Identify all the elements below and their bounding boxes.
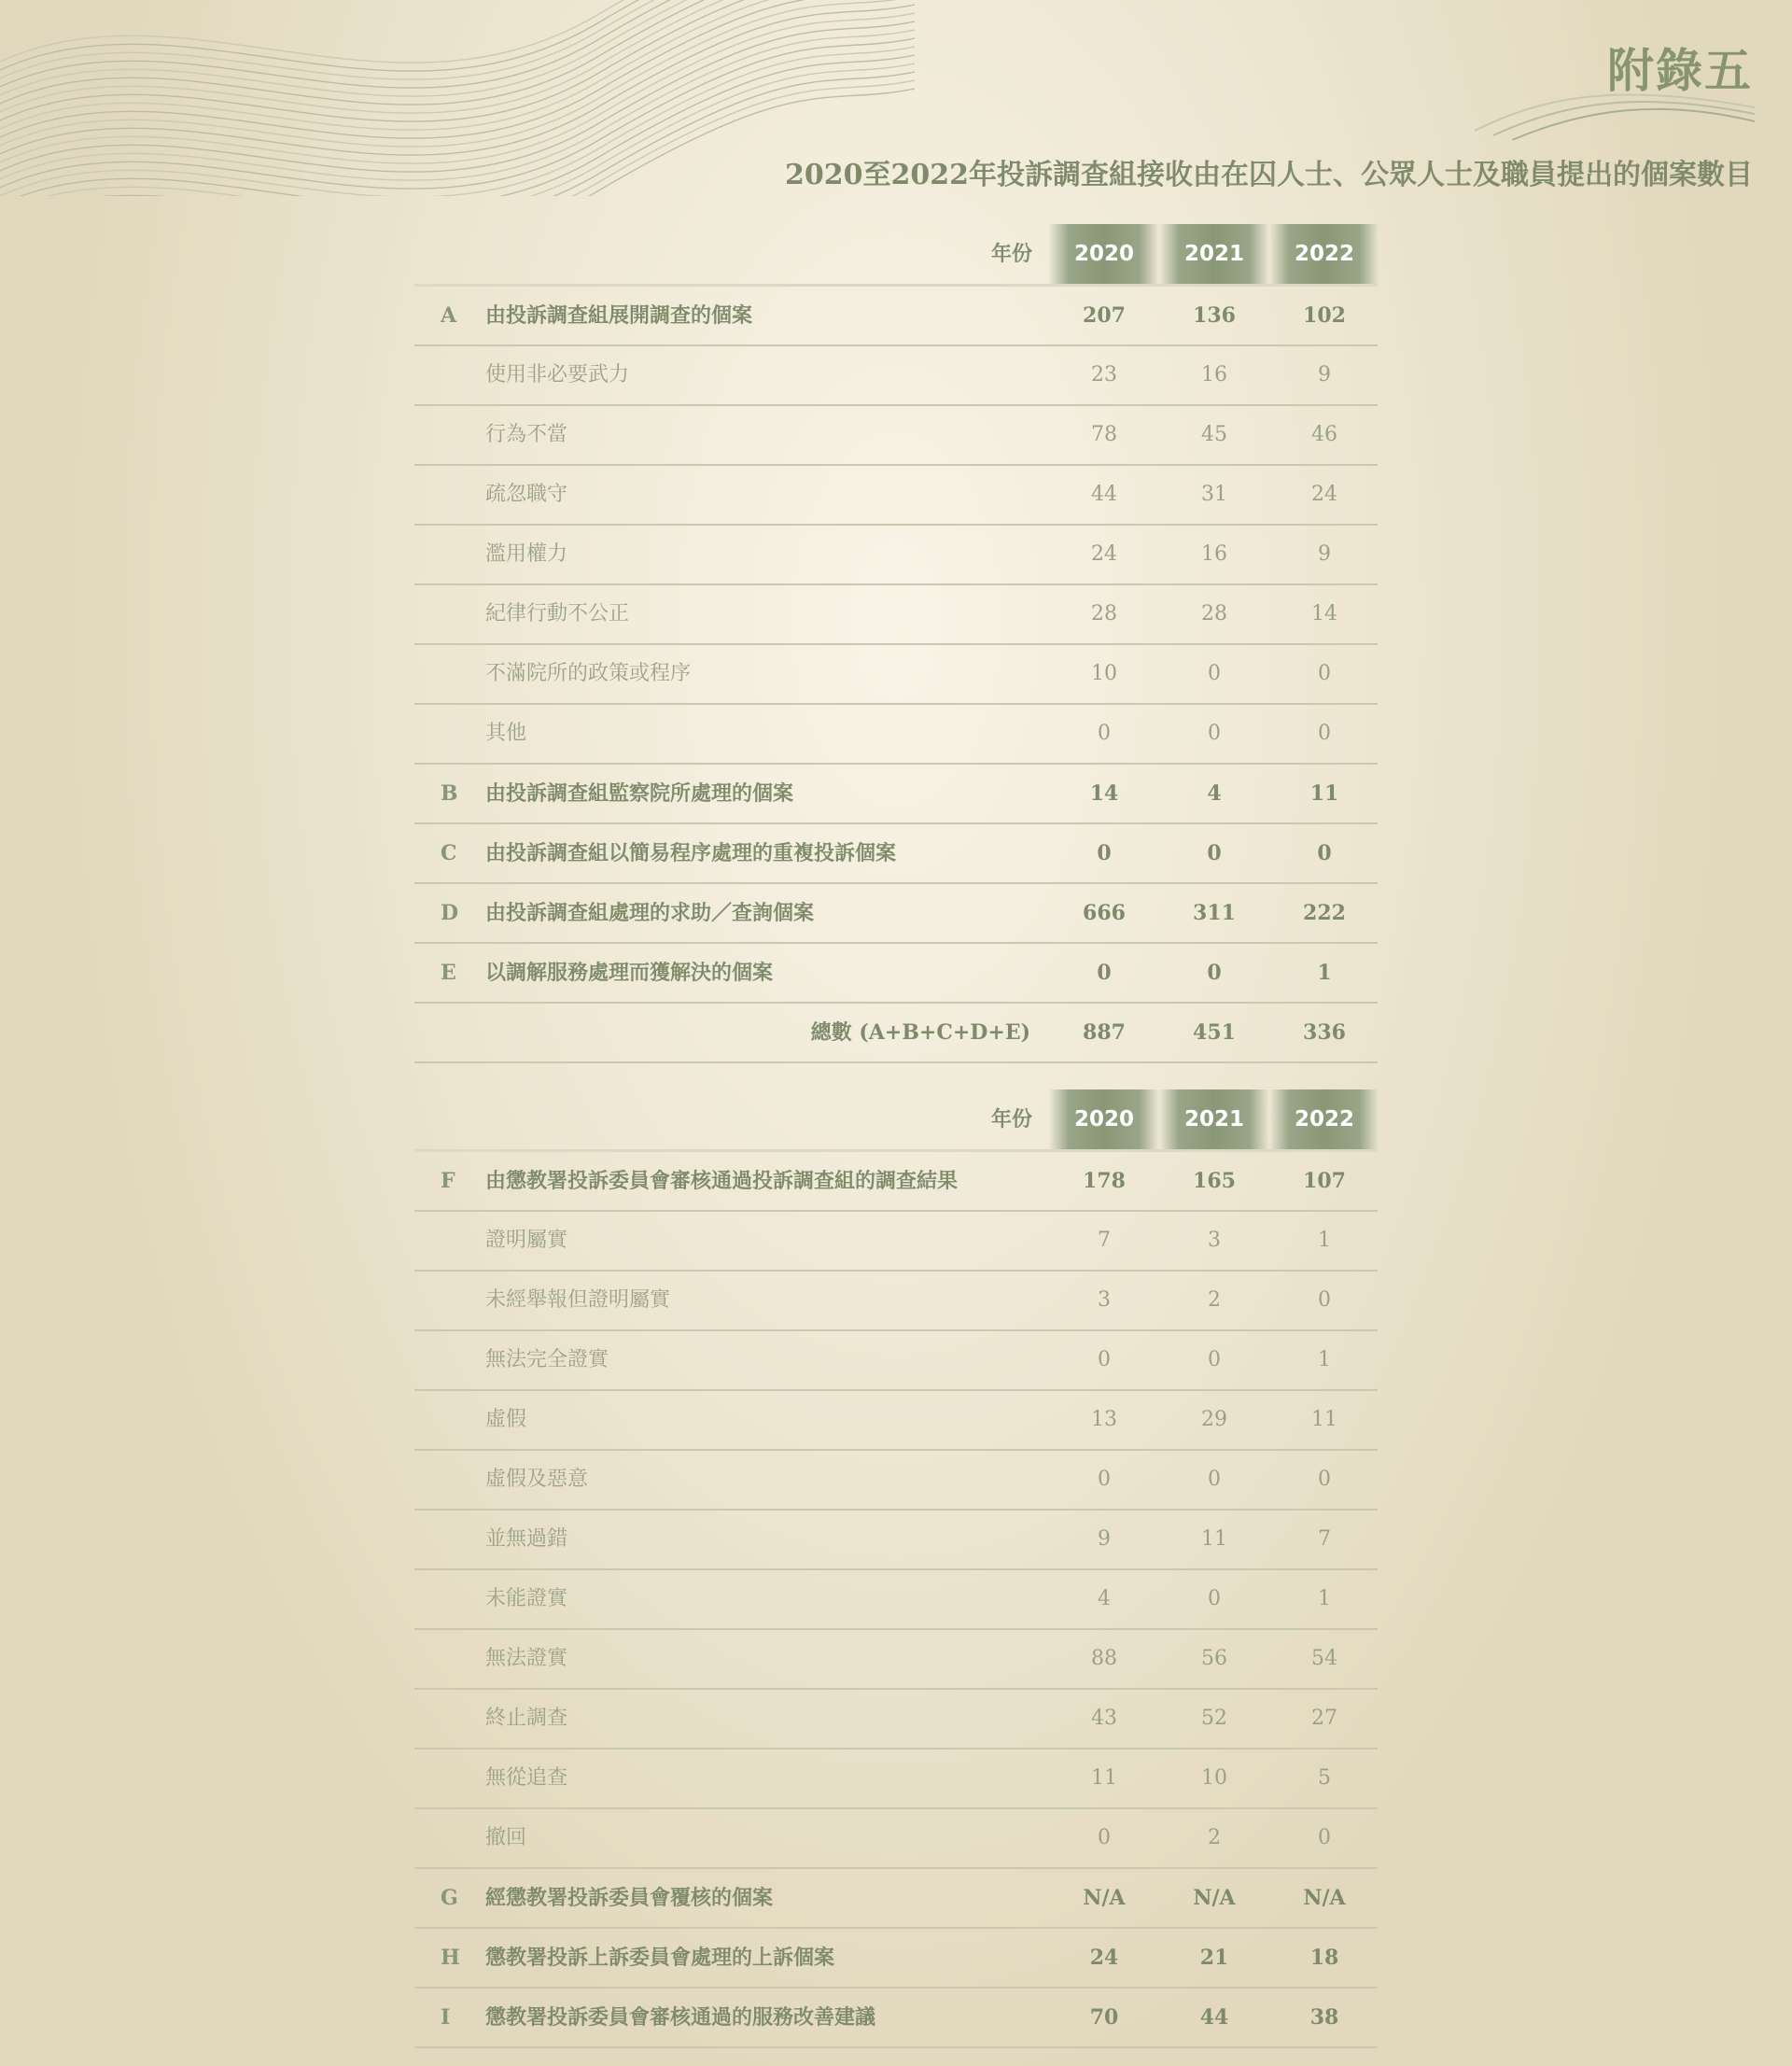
row-label: 並無過錯 (485, 1527, 568, 1551)
row-letter (441, 1809, 463, 1867)
row-letter (441, 705, 463, 763)
row-label: 未經舉報但證明屬實 (485, 1288, 671, 1312)
table-row (414, 1750, 1378, 1809)
table-row (414, 1809, 1378, 1869)
value-2020: 3 (1098, 1288, 1111, 1312)
table-header (414, 1089, 1378, 1152)
row-letter (441, 1570, 463, 1628)
row-label: 經懲教署投訴委員會覆核的個案 (485, 1886, 774, 1910)
value-2022: 0 (1318, 1468, 1331, 1491)
value-2022: 18 (1309, 1946, 1339, 1970)
table-row (414, 1391, 1378, 1451)
row-letter (441, 1391, 463, 1449)
value-2020: 11 (1091, 1766, 1117, 1790)
wave-line (0, 63, 915, 196)
value-2020: 666 (1083, 901, 1126, 925)
row-label: 濫用權力 (485, 542, 568, 566)
value-2022: 1 (1317, 961, 1332, 985)
row-label: 虛假及惡意 (485, 1468, 589, 1491)
value-2021: 2 (1208, 1826, 1221, 1849)
value-2020: 24 (1091, 542, 1117, 566)
row-letter (441, 526, 463, 583)
value-2022: 27 (1311, 1707, 1337, 1730)
table-row (414, 645, 1378, 705)
value-2020: 0 (1097, 961, 1112, 985)
value-2022: 9 (1318, 542, 1331, 566)
row-letter: H (441, 1946, 460, 1970)
value-2022: N/A (1303, 1886, 1346, 1910)
total-2022: 336 (1303, 1020, 1346, 1045)
value-2021: 10 (1201, 1766, 1227, 1790)
row-label: 由投訴調查組展開調查的個案 (485, 303, 753, 328)
appendix-label: 附錄五 (1607, 43, 1753, 98)
value-2021: 29 (1201, 1408, 1227, 1431)
value-2021: 56 (1201, 1647, 1227, 1670)
value-2022: 0 (1318, 1826, 1331, 1849)
row-letter (441, 1690, 463, 1748)
row-label: 未能證實 (485, 1587, 568, 1610)
value-2021: 4 (1207, 781, 1222, 806)
value-2020: 23 (1091, 363, 1117, 386)
value-2022: 222 (1303, 901, 1346, 925)
value-2021: 16 (1201, 542, 1227, 566)
value-2021: 0 (1208, 722, 1221, 745)
total-label: 總數 (A+B+C+D+E) (810, 1020, 1030, 1045)
total-row (414, 1004, 1378, 1063)
row-label: 撤回 (485, 1826, 527, 1849)
value-2021: 2 (1208, 1288, 1221, 1312)
value-2022: 0 (1318, 662, 1331, 685)
table-row (414, 287, 1378, 346)
value-2020: 70 (1089, 2005, 1119, 2030)
value-2020: 0 (1098, 1468, 1111, 1491)
row-label: 由投訴調查組以簡易程序處理的重複投訴個案 (485, 841, 897, 865)
table-row (414, 705, 1378, 765)
table-row (414, 1630, 1378, 1690)
value-2022: 11 (1311, 1408, 1337, 1431)
row-label: 懲教署投訴上訴委員會處理的上訴個案 (485, 1946, 835, 1970)
value-2021: 0 (1208, 662, 1221, 685)
complaints-received-table (414, 224, 1378, 1063)
row-letter (441, 1331, 463, 1389)
year-2021-header: 2021 (1159, 1089, 1269, 1149)
row-letter (441, 1511, 463, 1568)
value-2021: 0 (1208, 1468, 1221, 1491)
table-row (414, 1152, 1378, 1212)
value-2021: 311 (1193, 901, 1236, 925)
value-2020: 0 (1098, 1348, 1111, 1371)
row-letter (441, 346, 463, 404)
table-row (414, 1331, 1378, 1391)
value-2020: 78 (1091, 423, 1117, 446)
wave-line (0, 89, 915, 196)
value-2022: 38 (1309, 2005, 1339, 2030)
value-2020: 24 (1089, 1946, 1119, 1970)
value-2020: 28 (1091, 602, 1117, 625)
table-row (414, 1690, 1378, 1750)
table-row (414, 406, 1378, 466)
value-2021: N/A (1193, 1886, 1236, 1910)
value-2020: 14 (1089, 781, 1119, 806)
table-row (414, 526, 1378, 585)
table-row (414, 1212, 1378, 1272)
value-2021: 0 (1207, 841, 1222, 865)
value-2021: 3 (1208, 1229, 1221, 1252)
row-label: 終止調查 (485, 1707, 568, 1730)
table-row (414, 466, 1378, 526)
table-row (414, 1989, 1378, 2048)
row-letter: C (441, 841, 457, 865)
row-label: 由懲教署投訴委員會審核通過投訴調查組的調查結果 (485, 1169, 959, 1193)
row-label: 虛假 (485, 1408, 527, 1431)
row-letter (441, 1212, 463, 1270)
row-label: 無法完全證實 (485, 1348, 609, 1371)
table-row (414, 1511, 1378, 1570)
table-row (414, 585, 1378, 645)
row-label: 使用非必要武力 (485, 363, 630, 386)
row-letter (441, 1630, 463, 1688)
value-2020: 44 (1091, 483, 1117, 506)
wave-line (0, 55, 915, 196)
table-row (414, 944, 1378, 1004)
table-row (414, 765, 1378, 824)
value-2022: 107 (1303, 1169, 1346, 1193)
table-row (414, 1272, 1378, 1331)
year-2022-header: 2022 (1269, 1089, 1379, 1149)
value-2022: 0 (1318, 1288, 1331, 1312)
table-row (414, 1869, 1378, 1929)
value-2022: 11 (1309, 781, 1339, 806)
row-letter (441, 406, 463, 464)
value-2022: 0 (1317, 841, 1332, 865)
value-2022: 5 (1318, 1766, 1331, 1790)
value-2020: 0 (1097, 841, 1112, 865)
total-2020: 887 (1083, 1020, 1126, 1045)
value-2022: 46 (1311, 423, 1337, 446)
row-label: 其他 (485, 722, 527, 745)
wave-line (0, 5, 915, 155)
page-title: 2020至2022年投訴調查組接收由在囚人士、公眾人士及職員提出的個案數目 (785, 159, 1753, 191)
row-label: 由投訴調查組監察院所處理的個案 (485, 781, 794, 806)
year-label: 年份 (990, 242, 1032, 266)
value-2020: 9 (1098, 1527, 1111, 1551)
value-2021: 0 (1208, 1348, 1221, 1371)
value-2022: 1 (1318, 1348, 1331, 1371)
value-2022: 0 (1318, 722, 1331, 745)
row-letter: I (441, 2005, 451, 2030)
row-label: 無從追查 (485, 1766, 568, 1790)
year-2021-header: 2021 (1159, 224, 1269, 284)
value-2020: 7 (1098, 1229, 1111, 1252)
row-letter: D (441, 901, 459, 925)
value-2020: 4 (1098, 1587, 1111, 1610)
table-row (414, 824, 1378, 884)
table-header (414, 224, 1378, 287)
value-2021: 165 (1193, 1169, 1236, 1193)
row-letter: E (441, 961, 456, 985)
row-label: 紀律行動不公正 (485, 602, 630, 625)
table-row (414, 1929, 1378, 1989)
table-row (414, 346, 1378, 406)
value-2022: 24 (1311, 483, 1337, 506)
row-letter (441, 1272, 463, 1329)
row-label: 行為不當 (485, 423, 568, 446)
value-2022: 102 (1303, 303, 1346, 328)
row-letter: F (441, 1169, 455, 1193)
value-2021: 45 (1201, 423, 1227, 446)
row-letter: A (441, 303, 457, 328)
value-2021: 136 (1193, 303, 1236, 328)
row-label: 無法證實 (485, 1647, 568, 1670)
row-letter (441, 585, 463, 643)
year-2020-header: 2020 (1049, 1089, 1159, 1149)
row-letter: B (441, 781, 458, 806)
value-2020: 0 (1098, 1826, 1111, 1849)
value-2022: 14 (1311, 602, 1337, 625)
value-2020: 0 (1098, 722, 1111, 745)
table-row (414, 1570, 1378, 1630)
value-2021: 16 (1201, 363, 1227, 386)
total-2021: 451 (1193, 1020, 1236, 1045)
table-row (414, 1451, 1378, 1511)
row-label: 不滿院所的政策或程序 (485, 662, 692, 685)
value-2021: 11 (1201, 1527, 1227, 1551)
row-label: 以調解服務處理而獲解決的個案 (485, 961, 774, 985)
row-label: 證明屬實 (485, 1229, 568, 1252)
value-2022: 1 (1318, 1587, 1331, 1610)
table-row (414, 884, 1378, 944)
value-2020: 88 (1091, 1647, 1117, 1670)
row-letter (441, 1750, 463, 1807)
row-letter (441, 466, 463, 524)
row-letter (441, 1451, 463, 1509)
value-2022: 9 (1318, 363, 1331, 386)
value-2022: 54 (1311, 1647, 1337, 1670)
value-2021: 31 (1201, 483, 1227, 506)
value-2020: 207 (1083, 303, 1126, 328)
row-label: 疏忽職守 (485, 483, 568, 506)
investigation-results-table (414, 1089, 1378, 2048)
value-2021: 52 (1201, 1707, 1227, 1730)
value-2020: 13 (1091, 1408, 1117, 1431)
row-letter (441, 645, 463, 703)
value-2021: 44 (1199, 2005, 1229, 2030)
value-2022: 7 (1318, 1527, 1331, 1551)
value-2022: 1 (1318, 1229, 1331, 1252)
row-letter: G (441, 1886, 458, 1910)
value-2020: 178 (1083, 1169, 1126, 1193)
value-2021: 28 (1201, 602, 1227, 625)
row-label: 由投訴調查組處理的求助／查詢個案 (485, 901, 815, 925)
year-label: 年份 (990, 1107, 1032, 1131)
year-2022-header: 2022 (1269, 224, 1379, 284)
year-2020-header: 2020 (1049, 224, 1159, 284)
row-label: 懲教署投訴委員會審核通過的服務改善建議 (485, 2005, 876, 2030)
value-2020: N/A (1083, 1886, 1126, 1910)
value-2020: 43 (1091, 1707, 1117, 1730)
value-2020: 10 (1091, 662, 1117, 685)
wave-pattern-decoration (0, 0, 915, 196)
value-2021: 21 (1199, 1946, 1229, 1970)
value-2021: 0 (1207, 961, 1222, 985)
value-2021: 0 (1208, 1587, 1221, 1610)
